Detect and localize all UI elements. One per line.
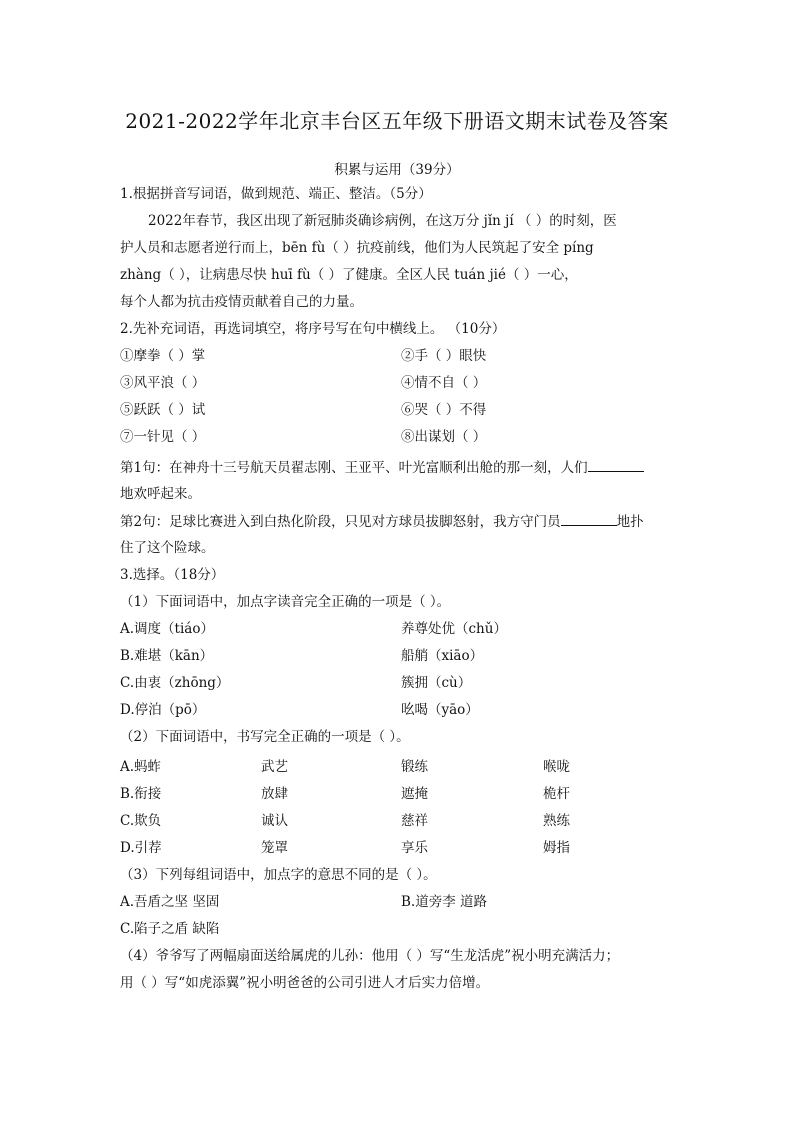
q3-2-d-4: 姆指 bbox=[543, 840, 570, 856]
answer-blank[interactable] bbox=[561, 511, 617, 526]
q2-item-1: ①摩拳（ ）掌 bbox=[120, 348, 206, 364]
q3-3-option-c: C.陷子之盾 缺陷 bbox=[120, 921, 220, 937]
q1-heading: 1.根据拼音写词语，做到规范、端正、整洁。（5分） bbox=[120, 186, 432, 202]
q3-2-d-2: 笼罩 bbox=[261, 840, 288, 856]
q1-line-4: 每个人都为抗击疫情贡献着自己的力量。 bbox=[120, 294, 363, 310]
q2-sentence-2-cont: 住了这个险球。 bbox=[120, 540, 215, 556]
q2-sentence-2 bbox=[120, 511, 644, 532]
q3-1-option-b-2: 船艄（xiāo） bbox=[401, 648, 484, 664]
q3-2-d-3: 享乐 bbox=[401, 840, 428, 856]
q3-1-option-c-2: 簇拥（cù） bbox=[401, 675, 472, 691]
q3-1-option-d-2: 吆喝（yāo） bbox=[401, 702, 479, 718]
q2-item-4: ④情不自（ ） bbox=[401, 375, 487, 391]
q2-item-6: ⑥哭（ ）不得 bbox=[401, 402, 487, 418]
q3-heading: 3.选择。（18分） bbox=[120, 567, 225, 583]
q3-2-b-3: 遮掩 bbox=[401, 786, 428, 802]
q2-item-3: ③风平浪（ ） bbox=[120, 375, 206, 391]
q2-sentence-2-text: 第2句：足球比赛进入到白热化阶段，只见对方球员拔脚怒射，我方守门员 bbox=[120, 514, 561, 530]
q3-2-c-4: 熟练 bbox=[543, 813, 570, 829]
q3-part-1: （1）下面词语中，加点字读音完全正确的一项是（ ）。 bbox=[120, 594, 451, 610]
q2-item-7: ⑦一针见（ ） bbox=[120, 429, 206, 445]
q2-sentence-1-cont: 地欢呼起来。 bbox=[120, 486, 201, 502]
q1-line-1: 2022年春节，我区出现了新冠肺炎确诊病例，在这万分 jǐn jí （ ）的时刻，医 bbox=[148, 213, 617, 229]
q3-part-4: （4）爷爷写了两幅扇面送给属虎的儿孙：他用（ ）写“生龙活虎”祝小明充满活力； bbox=[120, 948, 620, 964]
q3-1-option-d: D.停泊（pō） bbox=[120, 702, 206, 718]
q3-3-option-a: A.吾盾之坚 坚固 bbox=[120, 894, 220, 910]
q3-1-option-c: C.由衷（zhōng） bbox=[120, 675, 230, 691]
q1-line-3: zhàng（ ），让病患尽快 huī fù（ ）了健康。全区人民 tuán jié（ ）一心， bbox=[120, 267, 578, 283]
section-heading: 积累与运用（39分） bbox=[334, 162, 460, 178]
q3-2-c-3: 慈祥 bbox=[401, 813, 428, 829]
q3-part-4-cont: 用（ ）写“如虎添翼”祝小明爸爸的公司引进人才后实力倍增。 bbox=[120, 975, 490, 991]
q3-2-a-2: 武艺 bbox=[261, 759, 288, 775]
q3-2-b-4: 桅杆 bbox=[543, 786, 570, 802]
q3-2-b-1: B.衔接 bbox=[120, 786, 162, 802]
q3-2-a-3: 锻练 bbox=[401, 759, 428, 775]
q2-sentence-2-tail: 地扑 bbox=[616, 514, 644, 530]
q2-sentence-1 bbox=[120, 457, 644, 478]
q3-3-option-b: B.道旁李 道路 bbox=[401, 894, 488, 910]
q3-2-a-4: 喉咙 bbox=[543, 759, 570, 775]
q2-sentence-1-text: 第1句：在神舟十三号航天员翟志刚、王亚平、叶光富顺利出舱的那一刻，人们 bbox=[120, 460, 588, 476]
q2-item-5: ⑤跃跃（ ）试 bbox=[120, 402, 206, 418]
q3-part-2: （2）下面词语中，书写完全正确的一项是（ ）。 bbox=[120, 729, 410, 745]
q2-item-8: ⑧出谋划（ ） bbox=[401, 429, 487, 445]
q3-1-option-a-2: 养尊处优（chǔ） bbox=[401, 621, 507, 637]
q1-line-2: 护人员和志愿者逆行而上，bēn fù（ ）抗疫前线，他们为人民筑起了安全 píng bbox=[120, 240, 594, 256]
q3-2-a-1: A.蚂蚱 bbox=[120, 759, 162, 775]
q3-2-b-2: 放肆 bbox=[261, 786, 288, 802]
q2-heading: 2.先补充词语，再选词填空，将序号写在句中横线上。 （10分） bbox=[120, 321, 506, 337]
q3-2-c-2: 诚认 bbox=[261, 813, 288, 829]
q3-1-option-a: A.调度（tiáo） bbox=[120, 621, 214, 637]
q3-1-option-b: B.难堪（kān） bbox=[120, 648, 214, 664]
answer-blank[interactable] bbox=[588, 457, 644, 472]
q3-part-3: （3）下列每组词语中，加点字的意思不同的是（ ）。 bbox=[120, 867, 437, 883]
q2-item-2: ②手（ ）眼快 bbox=[401, 348, 487, 364]
page-title: 2021-2022学年北京丰台区五年级下册语文期末试卷及答案 bbox=[125, 109, 669, 133]
q3-2-d-1: D.引荐 bbox=[120, 840, 162, 856]
q3-2-c-1: C.欺负 bbox=[120, 813, 162, 829]
